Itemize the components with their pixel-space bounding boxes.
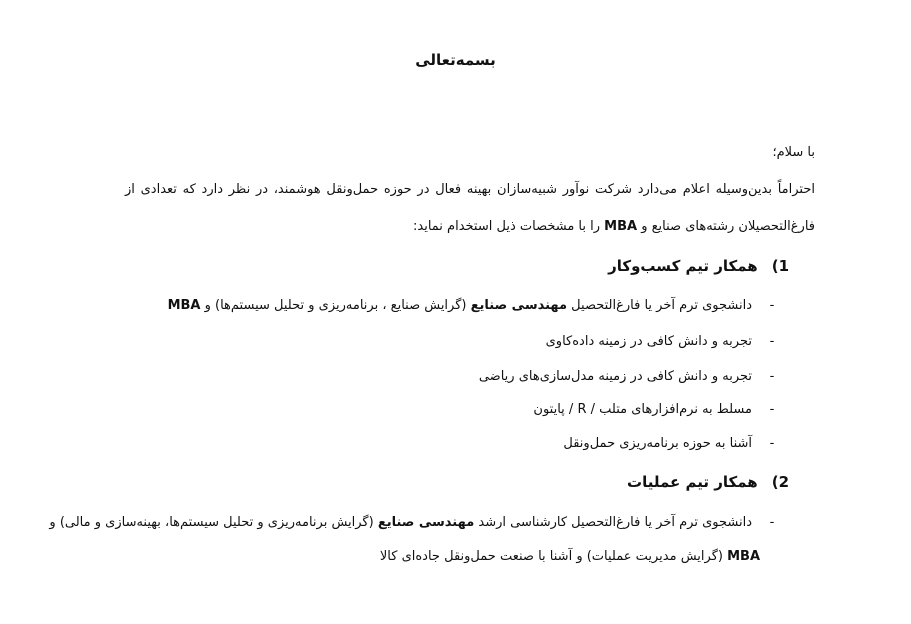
document-title: بسمه‌تعالی — [415, 51, 496, 69]
bullet-text-part2: (گرایش برنامه‌ریزی و تحلیل سیستم‌ها، بهینه‌سازی و مالی) و — [49, 515, 378, 530]
section-2-bullet-1-continuation — [380, 547, 760, 567]
mba-term: MBA — [604, 219, 638, 234]
bullet-text: آشنا به حوزه برنامه‌ریزی حمل‌ونقل — [563, 436, 752, 451]
section-2-heading — [627, 472, 789, 492]
section-1-title: همکار تیم کسب‌وکار — [608, 257, 758, 275]
bullet-dash: - — [769, 436, 775, 451]
bold-degree: مهندسی صنایع — [470, 298, 568, 313]
bullet-text — [168, 296, 752, 316]
bold-degree: مهندسی صنایع — [377, 515, 475, 530]
bullet-text-part2: (گرایش صنایع ، برنامه‌ریزی و تحلیل سیستم‌ها) و — [200, 298, 471, 313]
greeting: با سلام؛ — [772, 145, 815, 160]
mba-term: MBA — [167, 298, 201, 313]
section-2-number: 2) — [771, 473, 789, 491]
section-1-heading — [608, 256, 789, 276]
bullet-dash: - — [769, 515, 775, 530]
bullet-dash: - — [769, 369, 775, 384]
intro-line-1: احتراماً بدین‌وسیله اعلام می‌دارد شرکت نوآور شبیه‌سازان بهینه فعال در حوزه حمل‌ونقل هوشمند، در نظر دارد که تعدادی از — [125, 182, 815, 197]
bullet-text-part2: (گرایش مدیریت عملیات) و آشنا با صنعت حمل‌ونقل جاده‌ای کالا — [379, 549, 728, 564]
section-1-bullet-3 — [479, 367, 784, 387]
section-2-bullet-1 — [49, 513, 784, 533]
intro-text-part1: فارغ‌التحصیلان رشته‌های صنایع و — [637, 219, 815, 234]
bullet-dash: - — [769, 298, 775, 313]
section-2-title: همکار تیم عملیات — [627, 473, 758, 491]
bullet-text — [49, 513, 752, 533]
intro-line-2 — [413, 217, 815, 237]
bullet-dash: - — [769, 334, 775, 349]
bullet-text: مسلط به نرم‌افزارهای متلب / R / پایتون — [533, 402, 752, 417]
intro-text-part2: را با مشخصات ذیل استخدام نماید: — [413, 219, 605, 234]
section-1-bullet-5 — [563, 434, 784, 454]
section-1-bullet-2 — [546, 332, 784, 352]
bullet-text-part1: دانشجوی ترم آخر یا فارغ‌التحصیل — [567, 298, 752, 313]
section-1-bullet-4 — [533, 400, 784, 420]
section-1-number: 1) — [771, 257, 789, 275]
bullet-text: تجربه و دانش کافی در زمینه داده‌کاوی — [545, 334, 752, 349]
bullet-text-part1: دانشجوی ترم آخر یا فارغ‌التحصیل کارشناسی ارشد — [474, 515, 752, 530]
mba-term: MBA — [727, 549, 760, 564]
section-1-bullet-1 — [168, 296, 784, 316]
bullet-dash: - — [769, 402, 775, 417]
bullet-text: تجربه و دانش کافی در زمینه مدل‌سازی‌های ریاضی — [478, 369, 752, 384]
